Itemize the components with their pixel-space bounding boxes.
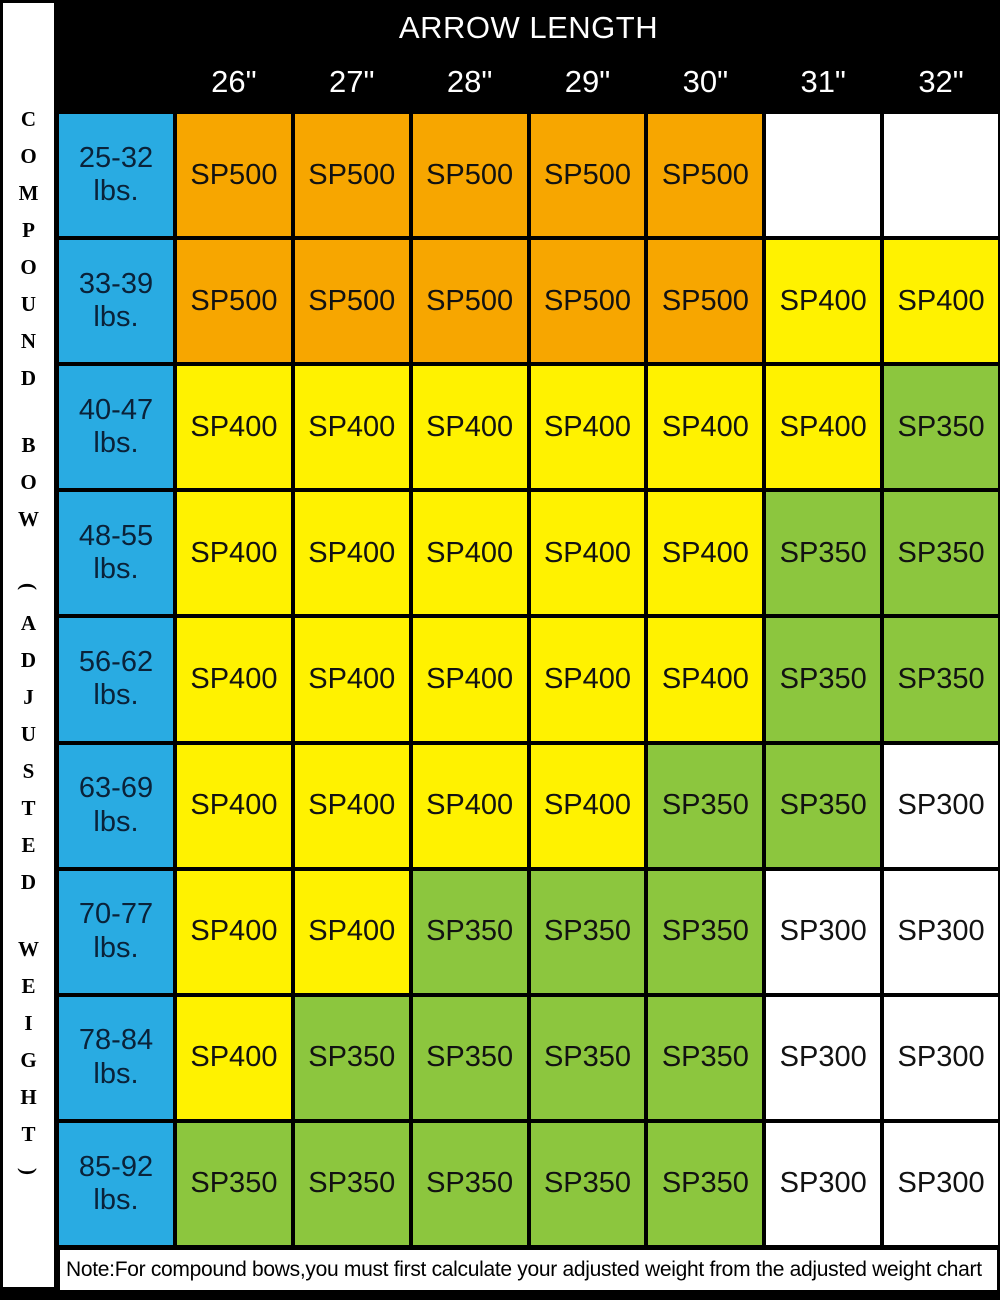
spine-cell: SP300	[764, 1121, 882, 1247]
spine-cell: SP350	[529, 995, 647, 1121]
table-row	[57, 869, 1000, 995]
row-axis-letter: A	[20, 610, 37, 635]
row-axis-letter: U	[20, 291, 37, 316]
row-axis-letter: U	[20, 721, 37, 746]
weight-range: 63-69	[78, 772, 154, 805]
row-header	[57, 112, 175, 238]
spine-cell: SP400	[293, 616, 411, 742]
row-axis-letter: O	[20, 469, 37, 494]
row-axis-letter: D	[20, 647, 37, 672]
spine-cell: SP400	[882, 238, 1000, 364]
spine-cell: SP400	[529, 490, 647, 616]
spine-cell: SP350	[646, 743, 764, 869]
column-header-6: 31"	[800, 64, 846, 99]
row-axis-letter: B	[21, 432, 36, 457]
row-header	[57, 364, 175, 490]
chart-title: ARROW LENGTH	[398, 10, 659, 45]
row-axis-letter: )	[17, 1167, 41, 1175]
spine-cell: SP300	[764, 869, 882, 995]
column-header-4: 29"	[564, 64, 611, 99]
spine-cell: SP500	[646, 238, 764, 364]
spine-cell: SP500	[529, 112, 647, 238]
weight-unit: lbs.	[93, 175, 139, 208]
row-axis-letter: T	[21, 795, 36, 820]
bottom-border	[0, 1290, 1000, 1300]
weight-range: 85-92	[78, 1150, 154, 1183]
spine-cell: SP350	[764, 490, 882, 616]
row-axis-letter: S	[22, 758, 35, 783]
spine-cell: SP400	[175, 869, 293, 995]
weight-unit: lbs.	[93, 931, 139, 964]
table-row	[57, 616, 1000, 742]
spine-cell: SP400	[411, 616, 529, 742]
row-axis-letter: W	[18, 506, 39, 531]
table-body	[57, 112, 1000, 1247]
spine-cell: SP500	[293, 238, 411, 364]
spine-cell: SP350	[175, 1121, 293, 1247]
table-row	[57, 743, 1000, 869]
row-header	[57, 995, 175, 1121]
weight-range: 33-39	[78, 267, 154, 300]
row-axis-letter: E	[21, 832, 36, 857]
table	[57, 0, 1000, 1290]
column-header-3: 28"	[446, 64, 493, 99]
spine-cell: SP400	[293, 490, 411, 616]
spine-cell: SP350	[646, 1121, 764, 1247]
row-header	[57, 1121, 175, 1247]
column-header-2: 27"	[329, 64, 375, 99]
spine-cell: SP350	[764, 616, 882, 742]
weight-unit: lbs.	[93, 1183, 139, 1216]
weight-range: 25-32	[78, 141, 154, 174]
spine-cell: SP400	[175, 616, 293, 742]
weight-unit: lbs.	[93, 553, 139, 586]
spine-cell: SP400	[529, 616, 647, 742]
spine-cell: SP350	[882, 364, 1000, 490]
spine-cell: SP500	[411, 238, 529, 364]
weight-range: 78-84	[78, 1024, 154, 1057]
weight-range: 40-47	[78, 393, 154, 426]
row-axis-letter: G	[20, 1047, 37, 1072]
spine-cell: SP350	[646, 869, 764, 995]
spine-cell: SP400	[293, 869, 411, 995]
spine-cell: SP350	[411, 869, 529, 995]
spine-cell: SP500	[175, 238, 293, 364]
row-header	[57, 616, 175, 742]
row-axis-letter: M	[18, 180, 39, 205]
empty-cell	[882, 112, 1000, 238]
spine-cell: SP300	[882, 743, 1000, 869]
row-axis-letter: C	[20, 106, 37, 131]
spine-cell: SP350	[293, 1121, 411, 1247]
spine-cell: SP350	[411, 995, 529, 1121]
row-axis-letter: (	[17, 582, 41, 590]
spine-cell: SP350	[411, 1121, 529, 1247]
row-header	[57, 743, 175, 869]
row-axis-letter: P	[22, 217, 35, 242]
row-axis-letter: H	[20, 1084, 37, 1109]
spine-cell: SP400	[175, 743, 293, 869]
weight-range: 48-55	[78, 520, 154, 553]
spine-cell: SP400	[764, 238, 882, 364]
spine-cell: SP350	[764, 743, 882, 869]
spine-cell: SP400	[646, 490, 764, 616]
spine-cell: SP500	[175, 112, 293, 238]
row-axis-letter: N	[20, 328, 37, 353]
spine-cell: SP350	[529, 869, 647, 995]
spine-cell: SP400	[175, 490, 293, 616]
row-axis-letter: J	[23, 684, 34, 709]
spine-cell: SP350	[293, 995, 411, 1121]
row-axis-letter: O	[20, 143, 37, 168]
row-axis-letter: I	[24, 1010, 33, 1035]
row-axis-letter: O	[20, 254, 37, 279]
weight-unit: lbs.	[93, 679, 139, 712]
column-header-5: 30"	[682, 64, 729, 99]
row-header	[57, 238, 175, 364]
spine-cell: SP400	[175, 995, 293, 1121]
weight-unit: lbs.	[93, 301, 139, 334]
row-axis-letter: T	[21, 1121, 36, 1146]
column-header-7: 32"	[918, 64, 964, 99]
spine-cell: SP400	[175, 364, 293, 490]
weight-unit: lbs.	[93, 1057, 139, 1090]
spine-cell: SP400	[411, 490, 529, 616]
spine-cell: SP350	[646, 995, 764, 1121]
spine-cell: SP300	[882, 869, 1000, 995]
table-header	[57, 0, 1000, 112]
empty-cell	[764, 112, 882, 238]
table-row	[57, 490, 1000, 616]
weight-unit: lbs.	[93, 427, 139, 460]
table-row	[57, 1121, 1000, 1247]
column-header-1: 26"	[211, 64, 257, 99]
row-header	[57, 869, 175, 995]
row-axis-label	[0, 0, 57, 1290]
spine-cell: SP350	[882, 490, 1000, 616]
table-row	[57, 995, 1000, 1121]
spine-cell: SP400	[293, 364, 411, 490]
weight-range: 56-62	[78, 646, 154, 679]
row-axis-letter: W	[18, 936, 39, 961]
spine-cell: SP350	[882, 616, 1000, 742]
spine-cell: SP500	[646, 112, 764, 238]
spine-cell: SP400	[646, 364, 764, 490]
spine-cell: SP400	[293, 743, 411, 869]
spine-cell: SP400	[646, 616, 764, 742]
footnote: Note:For compound bows,you must first calculate your adjusted weight from the adjusted weight chart	[57, 1247, 1000, 1290]
spine-cell: SP400	[529, 364, 647, 490]
row-axis-letter: E	[21, 973, 36, 998]
spine-cell: SP300	[764, 995, 882, 1121]
row-header	[57, 490, 175, 616]
table-row	[57, 112, 1000, 238]
spine-cell: SP350	[529, 1121, 647, 1247]
spine-cell: SP400	[411, 364, 529, 490]
spine-cell: SP400	[529, 743, 647, 869]
spine-cell: SP300	[882, 995, 1000, 1121]
spine-cell: SP500	[411, 112, 529, 238]
weight-unit: lbs.	[93, 805, 139, 838]
spine-cell: SP500	[293, 112, 411, 238]
table-row	[57, 238, 1000, 364]
weight-range: 70-77	[78, 898, 154, 931]
spine-cell: SP400	[764, 364, 882, 490]
spine-cell: SP500	[529, 238, 647, 364]
row-axis-letter: D	[20, 365, 37, 390]
column-header-row	[57, 46, 1000, 112]
spine-cell: SP400	[411, 743, 529, 869]
row-axis-letter: D	[20, 869, 37, 894]
table-row	[57, 364, 1000, 490]
spine-cell: SP300	[882, 1121, 1000, 1247]
